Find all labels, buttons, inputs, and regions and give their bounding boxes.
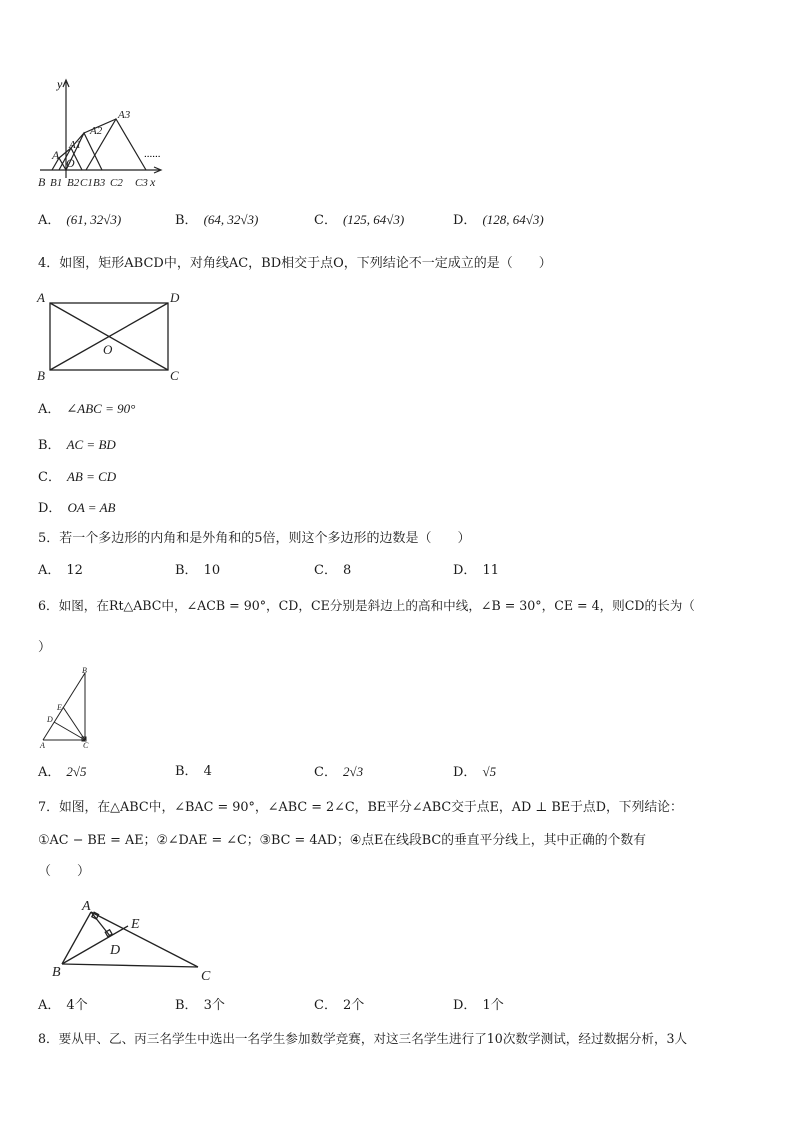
label-B: B — [82, 666, 87, 675]
label-D: D — [170, 290, 180, 305]
label-E: E — [131, 917, 140, 932]
q3-option-a[interactable]: A． (61, 32√3) — [38, 212, 122, 228]
label-B1: B1 — [50, 177, 63, 189]
q3-option-b[interactable]: B． (64, 32√3) — [175, 212, 259, 228]
side-BC — [62, 964, 198, 967]
label-C2: C2 — [110, 177, 123, 189]
label-A: A — [37, 290, 45, 305]
label-A: A — [40, 741, 45, 750]
q6-option-b[interactable]: B． 4 — [175, 764, 212, 779]
y-axis-label: y — [57, 77, 63, 91]
label-A3: A3 — [118, 109, 131, 121]
label-B: B — [37, 368, 45, 383]
q6-stem-line1: 6．如图，在Rt△ABC中，∠ACB = 90°，CD，CE分别是斜边上的高和中线，∠B = 30°，CE = 4，则CD的长为（ — [38, 598, 695, 613]
label-B3: B3 — [93, 177, 106, 189]
q4-option-d[interactable]: D． OA = AB — [38, 500, 116, 516]
q6-option-d[interactable]: D． √5 — [453, 764, 497, 780]
q6-stem-line2: ） — [38, 640, 52, 655]
q5-option-d[interactable]: D． 11 — [453, 563, 499, 578]
label-C: C — [83, 741, 89, 750]
q3-option-d[interactable]: D． (128, 64√3) — [453, 212, 544, 228]
label-A: A — [82, 899, 91, 914]
label-D: D — [110, 943, 121, 958]
q7-option-a[interactable]: A． 4个 — [38, 998, 88, 1013]
label-B: B — [38, 175, 46, 189]
side-AC — [91, 912, 198, 967]
q5-option-c[interactable]: C． 8 — [314, 563, 352, 578]
q6-option-a[interactable]: A． 2√5 — [38, 764, 87, 780]
label-B2: B2 — [67, 177, 80, 189]
label-C1: C1 — [80, 177, 93, 189]
q4-option-c[interactable]: C． AB = CD — [38, 469, 117, 485]
q5-option-a[interactable]: A． 12 — [38, 563, 83, 578]
segment-AD — [91, 912, 110, 936]
label-A1: A1 — [69, 139, 82, 151]
label-C3: C3 — [135, 177, 148, 189]
label-O: O — [66, 156, 75, 170]
label-A2: A2 — [90, 125, 103, 137]
q7-option-d[interactable]: D． 1个 — [453, 998, 504, 1013]
label-C: C — [170, 368, 179, 383]
dots-label: ...... — [144, 148, 161, 160]
q7-stem-line1: 7．如图，在△ABC中，∠BAC = 90°，∠ABC = 2∠C，BE平分∠ABC交于点E，AD ⊥ BE于点D，下列结论： — [38, 800, 683, 815]
q7-option-b[interactable]: B． 3个 — [175, 998, 225, 1013]
label-A: A — [52, 148, 60, 162]
q5-stem: 5．若一个多边形的内角和是外角和的5倍，则这个多边形的边数是（ ） — [38, 531, 471, 546]
q3-option-c[interactable]: C． (125, 64√3) — [314, 212, 405, 228]
q4-option-b[interactable]: B． AC = BD — [38, 437, 116, 453]
label-E: E — [57, 703, 62, 712]
label-C: C — [201, 969, 211, 984]
q7-stem-line3: （ ） — [38, 864, 91, 879]
q4-stem: 4．如图，矩形ABCD中，对角线AC，BD相交于点O，下列结论不一定成立的是（ ） — [38, 256, 552, 271]
q6-option-c[interactable]: C． 2√3 — [314, 764, 364, 780]
q7-stem-line2: ①AC − BE = AE；②∠DAE = ∠C；③BC = 4AD；④点E在线段BC的垂直平分线上，其中正确的个数有 — [38, 833, 646, 848]
x-axis-label: x — [150, 175, 156, 189]
q7-option-c[interactable]: C． 2个 — [314, 998, 365, 1013]
q5-option-b[interactable]: B． 10 — [175, 563, 221, 578]
q8-stem-line1: 8．要从甲、乙、丙三名学生中选出一名学生参加数学竞赛，对这三名学生进行了10次数学测试，经过数据分析，3人 — [38, 1031, 688, 1046]
label-D: D — [47, 715, 53, 724]
label-B: B — [52, 965, 61, 980]
label-O: O — [103, 342, 113, 357]
q4-option-a[interactable]: A． ∠ABC = 90° — [38, 401, 136, 417]
